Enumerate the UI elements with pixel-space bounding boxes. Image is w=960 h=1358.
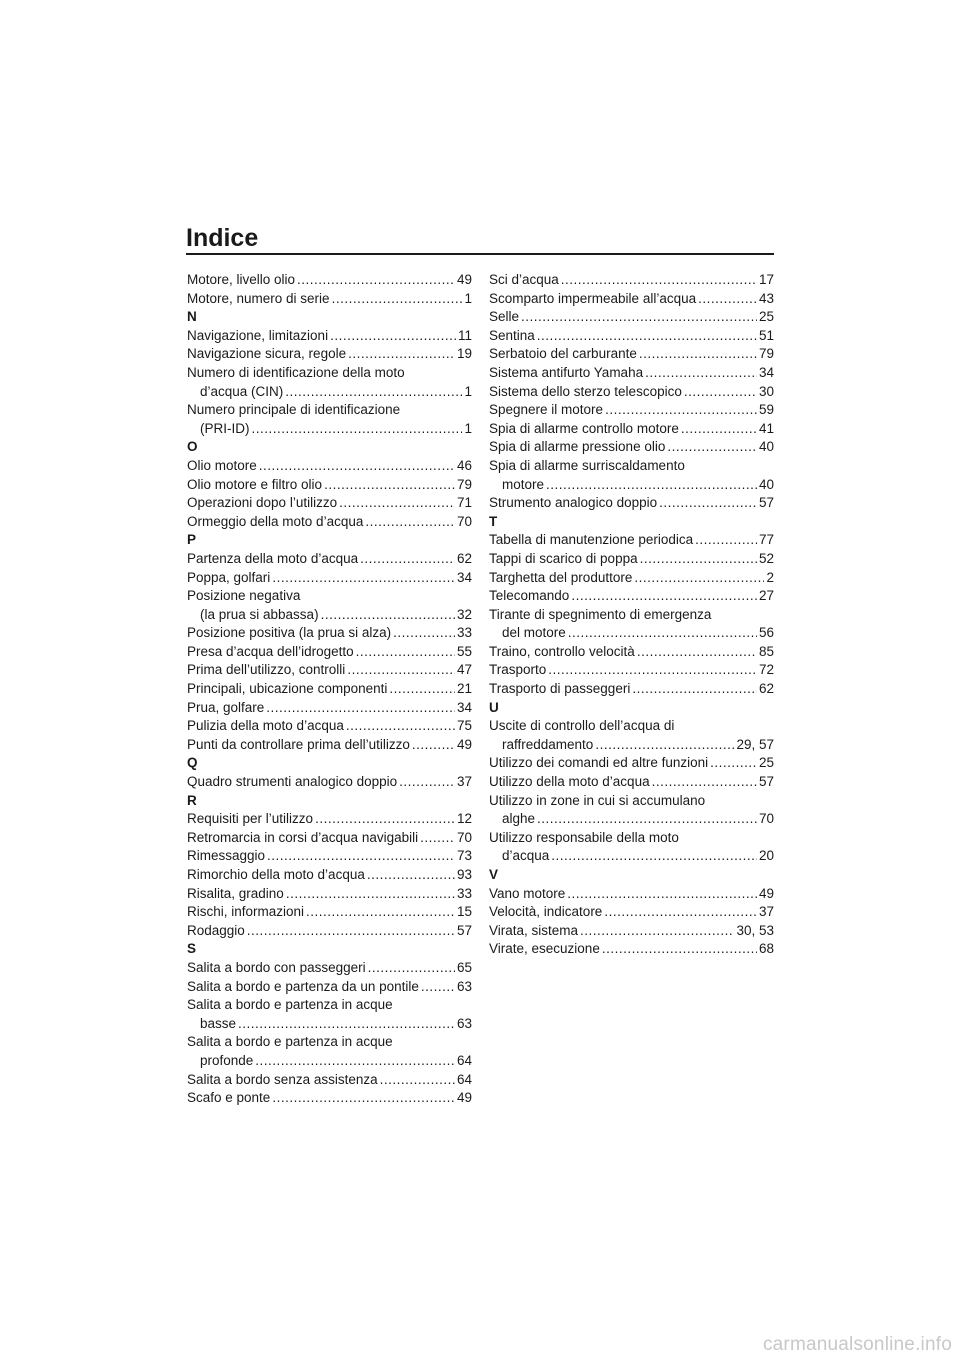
index-entry-text: Salita a bordo senza assistenza <box>187 1071 378 1087</box>
index-page-number: 57 <box>456 922 472 938</box>
index-page-number: 73 <box>456 848 472 864</box>
index-page-number: 33 <box>456 625 472 641</box>
dot-leader <box>267 847 455 866</box>
index-entry-text: Rimorchio della moto d’acqua <box>187 867 365 882</box>
letter-heading-text: T <box>489 513 498 529</box>
index-entry <box>187 420 472 439</box>
dot-leader <box>380 1071 455 1090</box>
index-entry <box>187 810 472 829</box>
dot-leader <box>306 903 455 922</box>
dot-leader <box>421 978 455 997</box>
index-entry <box>187 457 472 476</box>
index-entry <box>489 271 774 290</box>
index-entry <box>187 866 472 885</box>
index-entry <box>489 438 774 457</box>
index-entry-text: Prua, golfare <box>187 699 265 715</box>
index-entry-text: Serbatoio del carburante <box>489 346 637 362</box>
index-entry-text: Motore, numero di serie <box>187 290 330 306</box>
index-entry-text: Rischi, informazioni <box>187 904 305 920</box>
index-entry-text: Prima dell’utilizzo, controlli <box>187 662 346 678</box>
index-page-number: 1 <box>464 383 472 399</box>
index-entry-text: Pulizia della moto d’acqua <box>187 718 344 734</box>
index-entry-text: Olio motore e filtro olio <box>187 476 323 492</box>
dot-leader <box>247 922 455 941</box>
index-page-number: 43 <box>758 290 774 306</box>
index-entry-text: Utilizzo dei comandi ed altre funzioni <box>489 755 709 771</box>
dot-leader <box>571 587 757 606</box>
index-page-number: 2 <box>766 569 774 585</box>
index-entry <box>187 513 472 532</box>
index-entry-text: Spia di allarme pressione olio <box>489 439 666 455</box>
index-entry-text: Velocità, indicatore <box>489 904 603 920</box>
index-page-number: 68 <box>758 941 774 957</box>
index-page-number: 25 <box>758 309 774 325</box>
index-entry-text: basse <box>200 1015 237 1031</box>
index-entry <box>489 606 774 625</box>
index-entry <box>489 327 774 346</box>
index-entry <box>489 624 774 643</box>
index-page-number: 34 <box>456 699 472 715</box>
index-entry <box>187 364 472 383</box>
index-entry <box>489 885 774 904</box>
index-page-number: 30 <box>758 383 774 399</box>
dot-leader <box>252 420 463 439</box>
dot-leader <box>365 513 455 532</box>
index-page-number: 55 <box>456 643 472 659</box>
index-page-number: 64 <box>456 1052 472 1068</box>
index-entry <box>187 401 472 420</box>
index-entry <box>187 494 472 513</box>
dot-leader <box>640 550 757 569</box>
index-page-number: 46 <box>456 457 472 473</box>
index-page-number: 15 <box>456 904 472 920</box>
index-entry-text: Uscite di controllo dell’acqua di <box>489 718 675 734</box>
index-entry-text: Trasporto di passeggeri <box>489 681 631 697</box>
index-entry <box>187 736 472 755</box>
dot-leader <box>567 885 757 904</box>
index-column-left <box>187 271 472 1108</box>
index-page-number: 20 <box>758 848 774 864</box>
index-page-number: 77 <box>758 532 774 548</box>
index-entry <box>489 736 774 755</box>
dot-leader <box>315 810 455 829</box>
index-page-number: 70 <box>456 829 472 845</box>
index-entry <box>489 829 774 848</box>
index-entry-text: Principali, ubicazione componenti <box>187 681 388 697</box>
index-entry <box>489 457 774 476</box>
title-rule <box>186 253 774 255</box>
index-entry-text: Sci d’acqua <box>489 272 559 287</box>
dot-leader <box>330 327 456 346</box>
index-entry <box>489 569 774 588</box>
index-page-number: 70 <box>456 513 472 529</box>
index-page-number: 32 <box>456 606 472 622</box>
index-entry <box>489 494 774 513</box>
index-page-number: 71 <box>456 495 472 511</box>
index-page-number: 12 <box>456 811 472 827</box>
index-entry <box>187 1089 472 1108</box>
dot-leader <box>580 922 734 941</box>
index-entry <box>187 829 472 848</box>
index-page-number: 49 <box>456 736 472 752</box>
index-page-number: 56 <box>758 625 774 641</box>
index-page-number: 52 <box>758 550 774 566</box>
index-entry <box>489 290 774 309</box>
index-page-number: 30, 53 <box>736 922 774 938</box>
index-page-number: 93 <box>456 867 472 882</box>
index-entry <box>187 327 472 346</box>
dot-leader <box>255 1052 455 1071</box>
index-page-number: 49 <box>758 885 774 901</box>
index-entry-text: Targhetta del produttore <box>489 569 633 585</box>
index-entry-text: Navigazione sicura, regole <box>187 346 347 362</box>
index-entry-text: Virate, esecuzione <box>489 941 600 957</box>
dot-leader <box>368 959 455 978</box>
dot-leader <box>360 550 455 569</box>
index-entry-text: Salita a bordo e partenza in acque <box>187 997 393 1013</box>
index-entry <box>187 1052 472 1071</box>
index-letter-heading <box>187 940 472 959</box>
index-entry <box>187 922 472 941</box>
letter-heading-text: R <box>187 792 197 808</box>
index-page-number: 37 <box>758 904 774 920</box>
index-entry <box>187 587 472 606</box>
index-page-number: 1 <box>464 290 472 306</box>
index-entry <box>489 903 774 922</box>
dot-leader <box>272 569 455 588</box>
index-page-number: 40 <box>758 439 774 455</box>
dot-leader <box>637 643 757 662</box>
letter-heading-text: Q <box>187 755 198 771</box>
dot-leader <box>272 1089 455 1108</box>
index-page-number: 40 <box>758 476 774 492</box>
index-entry-text: Salita a bordo e partenza da un pontile <box>187 978 419 994</box>
index-letter-heading <box>187 308 472 327</box>
dot-leader <box>652 773 757 792</box>
index-entry-text: Posizione negativa <box>187 588 301 604</box>
dot-leader <box>595 736 734 755</box>
index-page-number: 41 <box>758 420 774 436</box>
dot-leader <box>521 308 757 327</box>
index-entry-text: Spia di allarme surriscaldamento <box>489 457 685 473</box>
dot-leader <box>561 271 757 290</box>
index-entry <box>187 661 472 680</box>
index-page-number: 47 <box>456 662 472 678</box>
index-entry <box>489 643 774 662</box>
dot-leader <box>681 420 757 439</box>
index-letter-heading <box>187 754 472 773</box>
index-entry <box>187 1071 472 1090</box>
page-title: Indice <box>186 224 259 252</box>
dot-leader <box>412 736 455 755</box>
dot-leader <box>347 661 455 680</box>
dot-leader <box>551 847 757 866</box>
index-entry-text: Numero di identificazione della moto <box>187 364 405 380</box>
index-entry-text: d’acqua <box>502 848 550 864</box>
index-entry-text: Vano motore <box>489 885 566 901</box>
index-entry-text: raffreddamento <box>502 736 594 752</box>
dot-leader <box>605 401 757 420</box>
index-entry <box>489 717 774 736</box>
index-page-number: 65 <box>456 959 472 975</box>
index-entry <box>187 643 472 662</box>
index-entry <box>187 271 472 290</box>
dot-leader <box>568 624 757 643</box>
index-entry <box>187 550 472 569</box>
index-letter-heading <box>489 513 774 532</box>
index-entry <box>187 847 472 866</box>
dot-leader <box>537 810 757 829</box>
index-page-number: 75 <box>456 718 472 734</box>
dot-leader <box>346 717 455 736</box>
index-entry <box>187 345 472 364</box>
index-entry-text: Utilizzo in zone in cui si accumulano <box>489 792 706 808</box>
index-page-number: 34 <box>456 569 472 585</box>
dot-leader <box>297 271 455 290</box>
index-entry <box>489 661 774 680</box>
index-entry-text: Scomparto impermeabile all’acqua <box>489 290 697 306</box>
index-entry-text: Presa d’acqua dell’idrogetto <box>187 643 354 659</box>
index-entry-text: del motore <box>502 625 566 641</box>
index-entry-text: Numero principale di identificazione <box>187 402 401 418</box>
index-entry <box>489 680 774 699</box>
index-page-number: 11 <box>457 327 472 343</box>
dot-leader <box>537 327 757 346</box>
dot-leader <box>356 643 455 662</box>
dot-leader <box>348 345 455 364</box>
index-entry <box>187 290 472 309</box>
index-entry <box>187 699 472 718</box>
index-entry-text: Rimessaggio <box>187 848 266 864</box>
index-entry-text: (la prua si abbassa) <box>200 606 319 622</box>
index-entry <box>489 420 774 439</box>
dot-leader <box>645 364 757 383</box>
index-page-number: 63 <box>456 978 472 994</box>
index-entry-text: Partenza della moto d’acqua <box>187 550 359 566</box>
index-page-number: 62 <box>456 550 472 566</box>
dot-leader <box>393 624 455 643</box>
index-entry <box>187 476 472 495</box>
index-letter-heading <box>187 531 472 550</box>
index-entry <box>489 847 774 866</box>
index-page-number: 79 <box>456 476 472 492</box>
index-entry-text: Tirante di spegnimento di emergenza <box>489 606 712 622</box>
dot-leader <box>659 494 757 513</box>
index-entry-text: Punti da controllare prima dell’utilizzo <box>187 736 410 752</box>
index-entry <box>187 624 472 643</box>
dot-leader <box>238 1015 455 1034</box>
index-page-number: 70 <box>758 811 774 827</box>
index-entry <box>489 754 774 773</box>
dot-leader <box>324 476 455 495</box>
dot-leader <box>339 494 455 513</box>
index-entry <box>489 587 774 606</box>
index-entry-text: Trasporto <box>489 662 547 678</box>
index-page-number: 37 <box>456 774 472 790</box>
index-entry <box>187 569 472 588</box>
dot-leader <box>332 290 463 309</box>
index-page-number: 79 <box>758 346 774 362</box>
index-entry-text: Tappi di scarico di poppa <box>489 550 638 566</box>
index-entry-text: (PRI-ID) <box>200 420 250 436</box>
index-page-number: 21 <box>456 681 472 697</box>
dot-leader <box>639 345 757 364</box>
index-entry-text: Strumento analogico doppio <box>489 495 658 511</box>
letter-heading-text: V <box>489 867 499 882</box>
index-entry-text: Poppa, golfari <box>187 569 271 585</box>
index-entry <box>187 773 472 792</box>
index-entry <box>489 531 774 550</box>
index-entry-text: Posizione positiva (la prua si alza) <box>187 625 392 641</box>
index-page-number: 34 <box>758 364 774 380</box>
index-letter-heading <box>187 438 472 457</box>
index-entry-text: Quadro strumenti analogico doppio <box>187 774 398 790</box>
index-entry-text: Utilizzo della moto d’acqua <box>489 774 650 790</box>
dot-leader <box>604 903 757 922</box>
index-page-number: 64 <box>456 1071 472 1087</box>
index-entry-text: Ormeggio della moto d’acqua <box>187 513 364 529</box>
index-entry-text: Salita a bordo e partenza in acque <box>187 1034 393 1050</box>
index-entry-text: Sistema antifurto Yamaha <box>489 364 644 380</box>
index-entry <box>187 959 472 978</box>
index-page-number: 17 <box>758 272 774 287</box>
index-letter-heading <box>489 699 774 718</box>
letter-heading-text: O <box>187 439 198 455</box>
index-entry <box>489 922 774 941</box>
dot-leader <box>710 754 757 773</box>
index-page-number: 59 <box>758 402 774 418</box>
index-entry-text: Tabella di manutenzione periodica <box>489 532 694 548</box>
dot-leader <box>684 383 757 402</box>
letter-heading-text: U <box>489 699 499 715</box>
index-page-number: 57 <box>758 774 774 790</box>
index-entry <box>187 1015 472 1034</box>
index-entry-text: motore <box>502 476 545 492</box>
index-entry <box>489 476 774 495</box>
index-entry-text: d’acqua (CIN) <box>200 383 284 399</box>
index-entry-text: Risalita, gradino <box>187 885 284 901</box>
dot-leader <box>266 699 455 718</box>
index-entry <box>489 792 774 811</box>
index-entry-text: Olio motore <box>187 457 257 473</box>
index-entry-text: Spegnere il motore <box>489 402 604 418</box>
letter-heading-text: N <box>187 309 197 325</box>
index-entry-text: Traino, controllo velocità <box>489 643 635 659</box>
index-page-number: 62 <box>758 681 774 697</box>
index-entry <box>489 940 774 959</box>
dot-leader <box>667 438 757 457</box>
index-entry <box>187 383 472 402</box>
dot-leader <box>548 661 757 680</box>
index-entry-text: Sistema dello sterzo telescopico <box>489 383 682 399</box>
index-entry-text: Virata, sistema <box>489 922 579 938</box>
index-entry <box>187 606 472 625</box>
index-entry-text: Requisiti per l’utilizzo <box>187 811 314 827</box>
index-entry-text: Navigazione, limitazioni <box>187 327 329 343</box>
letter-heading-text: P <box>187 532 197 548</box>
letter-heading-text: S <box>187 941 197 957</box>
index-page-number: 1 <box>464 420 472 436</box>
index-page-number: 49 <box>456 1090 472 1106</box>
index-entry <box>187 1033 472 1052</box>
dot-leader <box>632 680 757 699</box>
index-entry <box>489 810 774 829</box>
index-page-number: 57 <box>758 495 774 511</box>
dot-leader <box>285 383 462 402</box>
index-entry-text: Rodaggio <box>187 922 245 938</box>
dot-leader <box>698 290 757 309</box>
index-page-number: 72 <box>758 662 774 678</box>
index-entry <box>489 345 774 364</box>
dot-leader <box>546 476 757 495</box>
index-letter-heading <box>187 792 472 811</box>
index-entry-text: Operazioni dopo l’utilizzo <box>187 495 338 511</box>
index-entry-text: Spia di allarme controllo motore <box>489 420 679 436</box>
index-page-number: 85 <box>758 643 774 659</box>
index-entry <box>187 996 472 1015</box>
index-entry <box>187 903 472 922</box>
index-entry <box>489 308 774 327</box>
index-entry-text: Telecomando <box>489 588 570 604</box>
index-entry <box>489 401 774 420</box>
index-entry-text: Retromarcia in corsi d’acqua navigabili <box>187 829 419 845</box>
dot-leader <box>602 940 757 959</box>
index-page-number: 33 <box>456 885 472 901</box>
index-page-number: 51 <box>758 327 774 343</box>
index-page-number: 19 <box>456 346 472 362</box>
dot-leader <box>321 606 455 625</box>
dot-leader <box>399 773 455 792</box>
index-entry-text: Salita a bordo con passeggeri <box>187 959 366 975</box>
index-entry <box>489 550 774 569</box>
index-entry <box>187 717 472 736</box>
index-entry <box>187 680 472 699</box>
index-page-number: 27 <box>758 588 774 604</box>
dot-leader <box>389 680 455 699</box>
index-entry-text: Sentina <box>489 327 535 343</box>
index-letter-heading <box>489 866 774 885</box>
dot-leader <box>695 531 757 550</box>
dot-leader <box>420 829 455 848</box>
index-entry <box>187 885 472 904</box>
index-entry-text: Scafo e ponte <box>187 1090 271 1106</box>
dot-leader <box>367 866 455 885</box>
dot-leader <box>286 885 455 904</box>
index-column-right <box>489 271 774 959</box>
index-entry <box>489 383 774 402</box>
index-entry <box>489 773 774 792</box>
index-entry-text: alghe <box>502 811 536 827</box>
index-entry <box>489 364 774 383</box>
index-page-number: 29, 57 <box>736 736 774 752</box>
index-entry-text: profonde <box>200 1052 254 1068</box>
index-page-number: 49 <box>456 272 472 287</box>
index-page-number: 63 <box>456 1015 472 1031</box>
index-page-number: 25 <box>758 755 774 771</box>
watermark-footer: carmanualsonline.info <box>762 1334 952 1355</box>
index-entry <box>187 978 472 997</box>
index-entry-text: Motore, livello olio <box>187 272 296 287</box>
index-entry-text: Selle <box>489 309 520 325</box>
dot-leader <box>634 569 764 588</box>
dot-leader <box>259 457 455 476</box>
index-entry-text: Utilizzo responsabile della moto <box>489 829 679 845</box>
